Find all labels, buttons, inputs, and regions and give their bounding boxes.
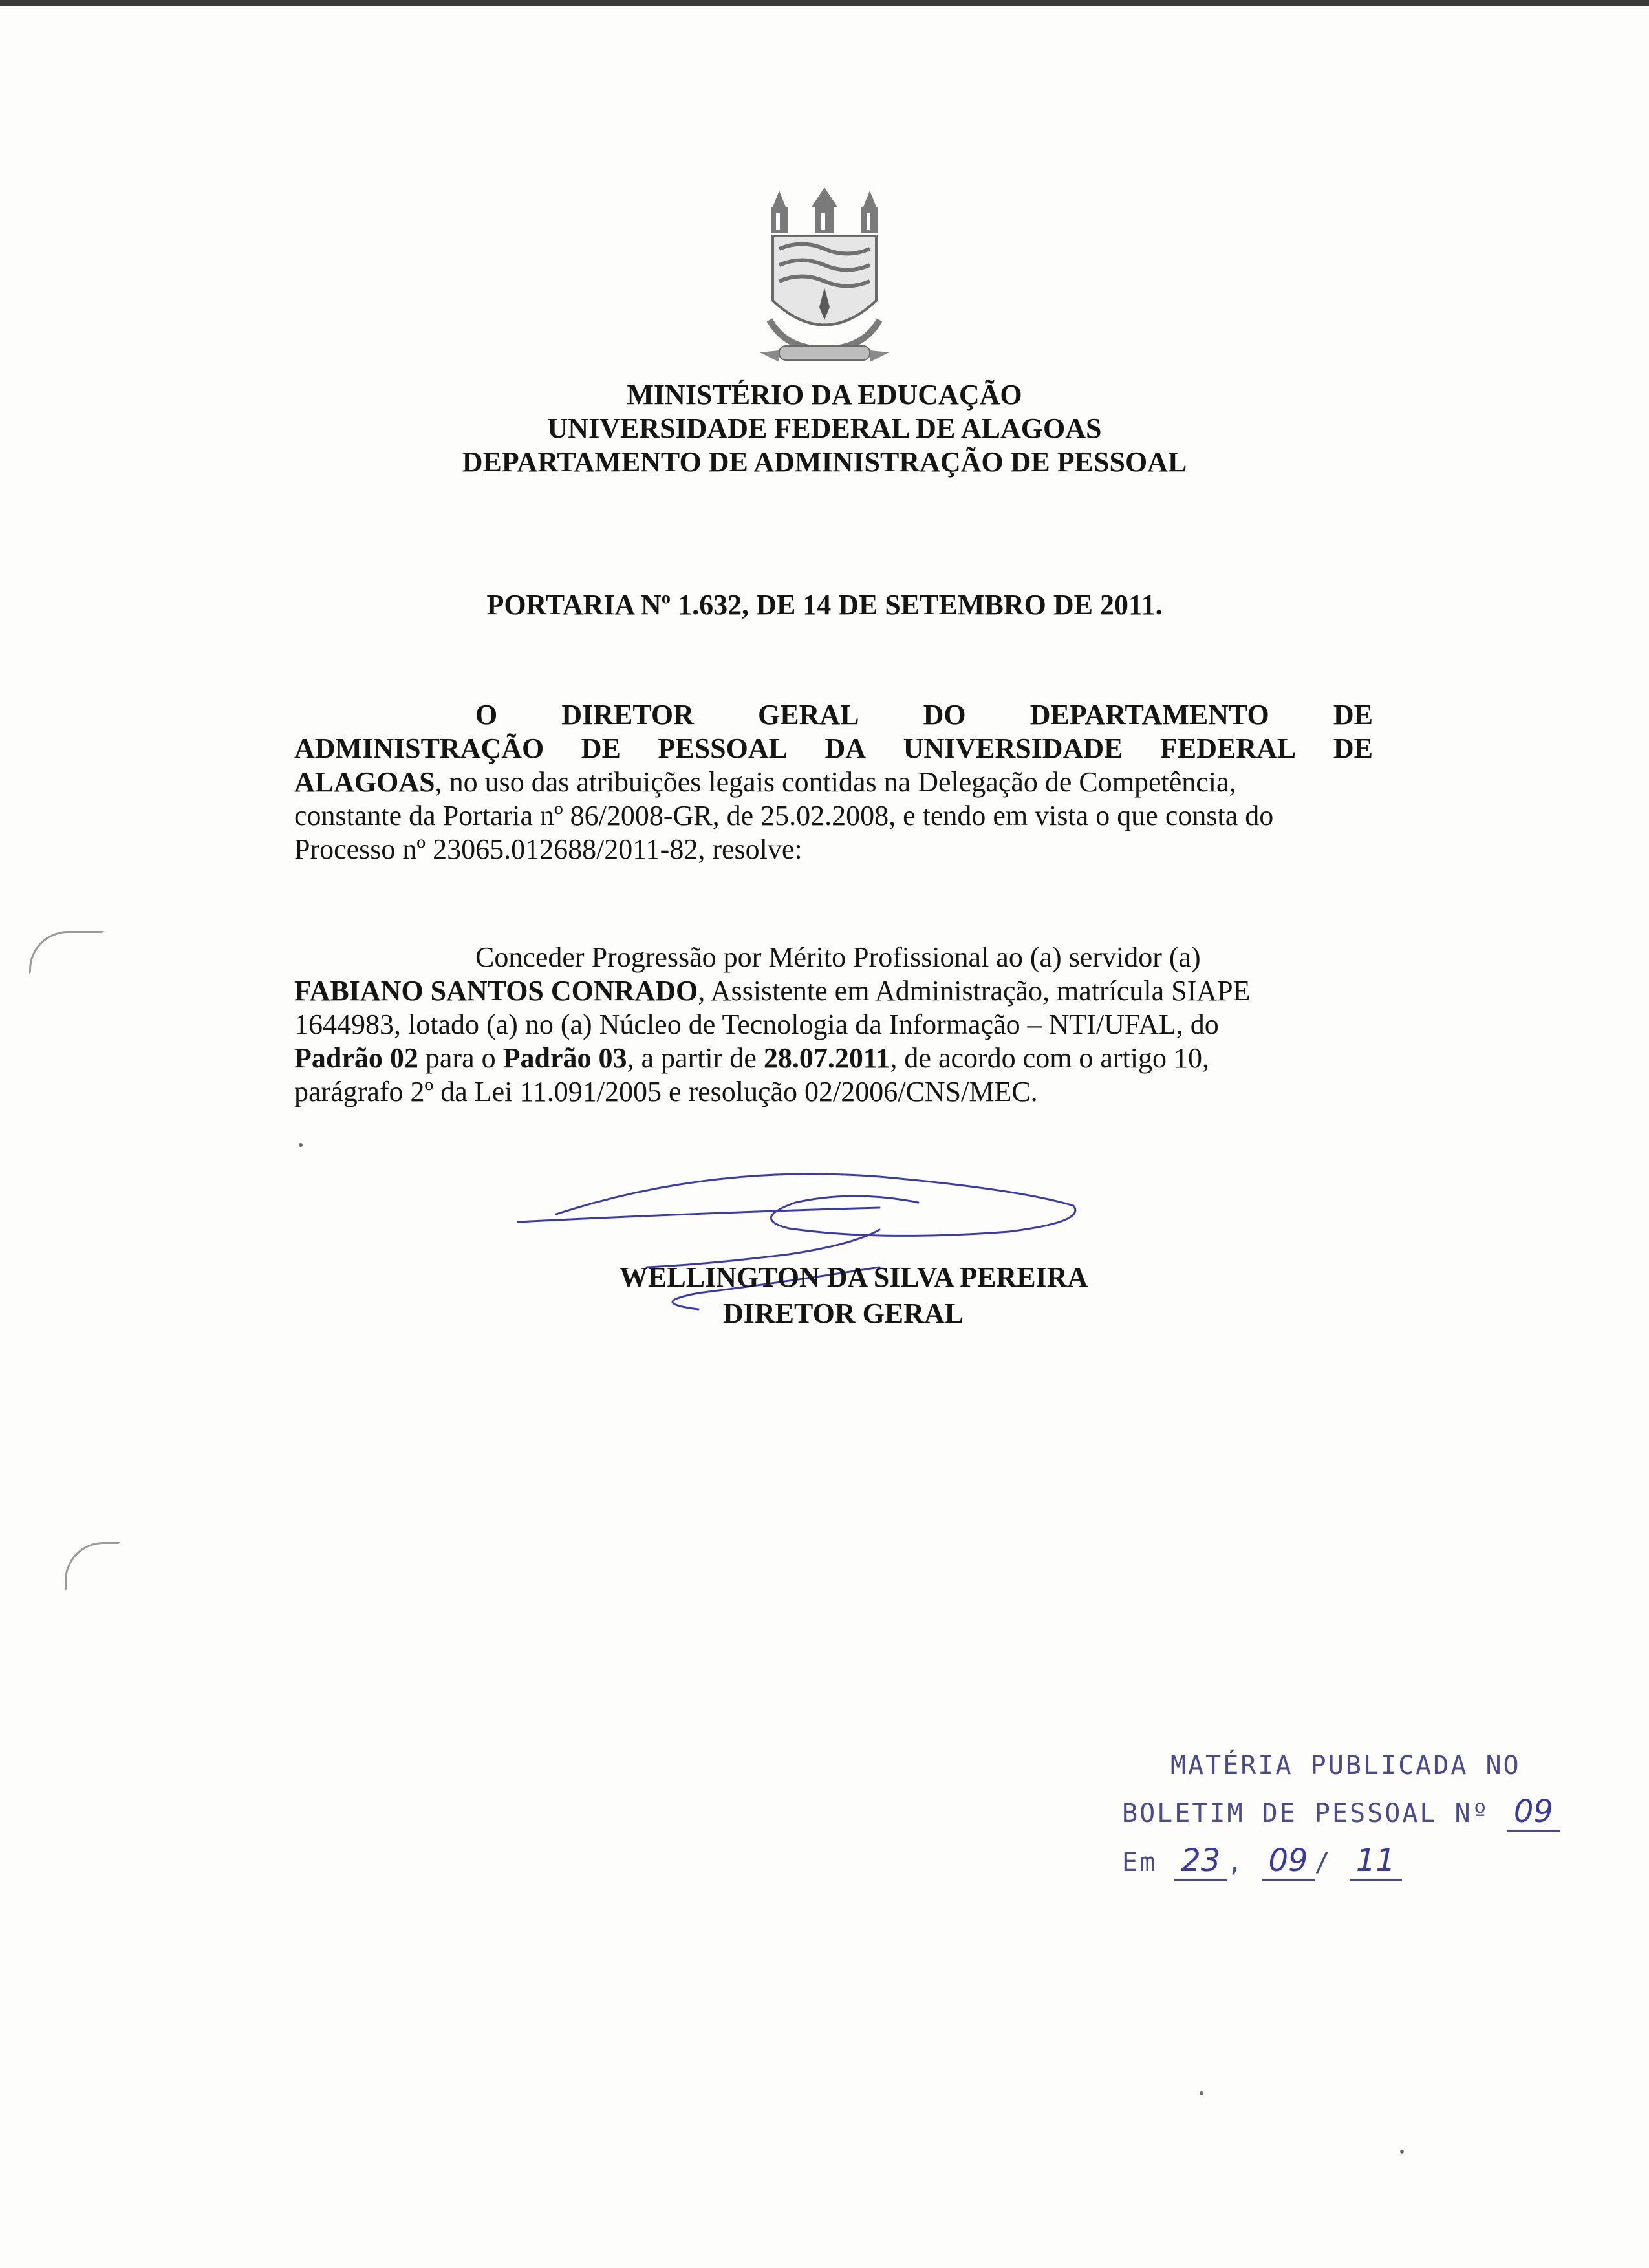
- scan-top-edge: [0, 0, 1649, 6]
- resolution-line: 1644983, lotado (a) no (a) Núcleo de Tecnologia da Informação – NTI/UFAL, do: [294, 1009, 1219, 1040]
- employee-name: FABIANO SANTOS CONRADO: [294, 975, 698, 1007]
- stamp-line: MATÉRIA PUBLICADA NO: [1170, 1751, 1521, 1781]
- ministry-name: MINISTÉRIO DA EDUCAÇÃO: [627, 379, 1022, 411]
- publication-stamp: [1122, 1746, 1553, 1914]
- scan-speck: [299, 1143, 303, 1147]
- university-crest-logo: [760, 181, 889, 375]
- signatory-role: DIRETOR GERAL: [723, 1298, 964, 1329]
- stamp-date-line: Em 23 , 09 / 11: [1122, 1843, 1402, 1881]
- preamble-line: Processo nº 23065.012688/2011-82, resolve:: [294, 833, 803, 865]
- preamble-line: constante da Portaria nº 86/2008-GR, de 25.02.2008, e tendo em vista o que consta do: [294, 800, 1274, 831]
- portaria-title: PORTARIA Nº 1.632, DE 14 DE SETEMBRO DE 2011.: [486, 589, 1163, 621]
- stamp-year: 11: [1350, 1843, 1402, 1881]
- scan-artifact-mark: [29, 931, 104, 974]
- signatory-name: WELLINGTON DA SILVA PEREIRA: [620, 1261, 1088, 1293]
- university-name: UNIVERSIDADE FEDERAL DE ALAGOAS: [547, 412, 1102, 444]
- scan-speck: [1200, 2091, 1203, 2095]
- preamble-line: ALAGOAS , no uso das atribuições legais contidas na Delegação de Competência,: [294, 766, 1236, 798]
- scan-speck: [1400, 2150, 1404, 2154]
- preamble-line: ADMINISTRAÇÃO DE PESSOAL DA UNIVERSIDADE FEDERAL DE: [294, 733, 1373, 764]
- bulletin-number: 09: [1507, 1793, 1560, 1832]
- preamble-line: O DIRETOR GERAL DO DEPARTAMENTO DE: [475, 699, 1373, 731]
- resolution-line: parágrafo 2º da Lei 11.091/2005 e resolução 02/2006/CNS/MEC.: [294, 1076, 1038, 1107]
- stamp-line: BOLETIM DE PESSOAL Nº 09: [1122, 1793, 1560, 1832]
- stamp-month: 09: [1262, 1843, 1315, 1881]
- preamble-paragraph: [294, 698, 1373, 866]
- resolution-line: Conceder Progressão por Mérito Profissional ao (a) servidor (a): [475, 941, 1201, 973]
- resolution-line: FABIANO SANTOS CONRADO , Assistente em Administração, matrícula SIAPE: [294, 975, 1251, 1007]
- resolution-line: Padrão 02 para o Padrão 03 , a partir de 28.07.2011 , de acordo com o artigo 10,: [294, 1042, 1210, 1074]
- stamp-day: 23: [1174, 1843, 1227, 1881]
- document-header: [0, 378, 1649, 479]
- department-name: DEPARTAMENTO DE ADMINISTRAÇÃO DE PESSOAL: [462, 446, 1187, 478]
- scan-artifact-mark: [65, 1542, 120, 1591]
- resolution-paragraph: [294, 941, 1373, 1109]
